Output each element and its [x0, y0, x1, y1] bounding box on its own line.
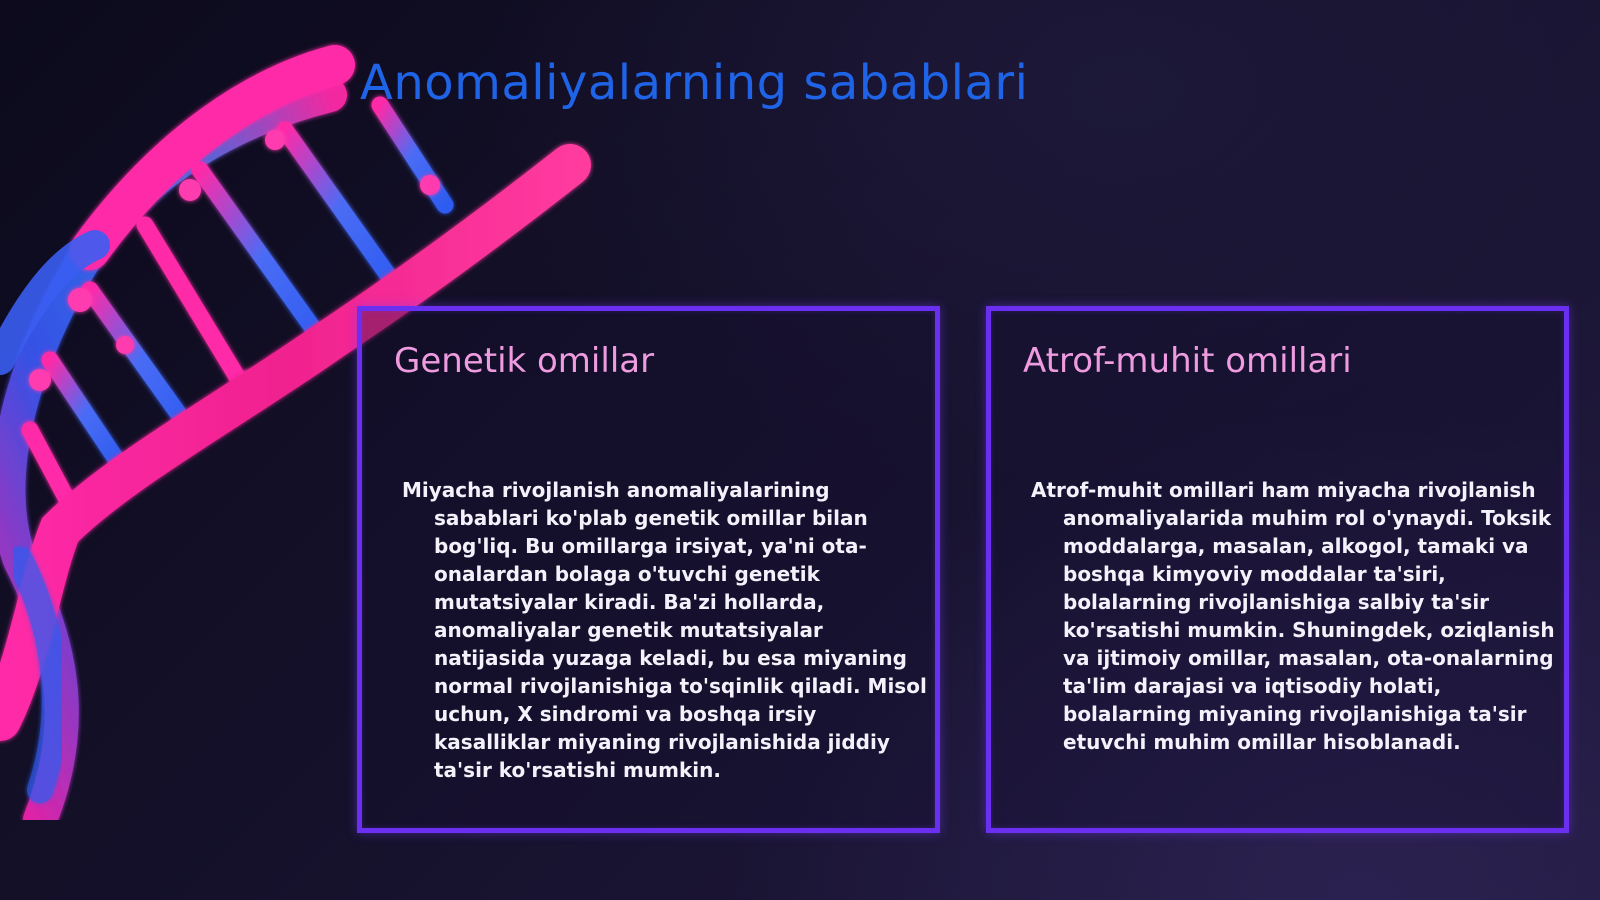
card-title: Atrof-muhit omillari	[1023, 341, 1352, 381]
card-title: Genetik omillar	[394, 341, 655, 381]
card-text: Miyacha rivojlanish anomaliyalarining sabablari ko'plab genetik omillar bilan bog'liq. Bu omillarga irsiyat, ya'ni ota-onalardan bolaga o'tuvchi genetik mutatsiyalar kiradi. Ba'zi hollarda, anomaliyalar genetik mutatsiyalar natijasida yuzaga keladi, bu esa miyaning normal rivojlanishiga to'sqinlik qiladi. Misol uchun, X sindromi va boshqa irsiy kasalliklar miyaning rivojlanishida jiddiy ta'sir ko'rsatishi mumkin.	[402, 478, 927, 782]
card-environmental-factors	[986, 306, 1569, 833]
slide-title: Anomaliyalarning sabablari	[360, 55, 1029, 111]
card-genetic-factors	[357, 306, 940, 833]
card-text: Atrof-muhit omillari ham miyacha rivojlanish anomaliyalarida muhim rol o'ynaydi. Toksik moddalarga, masalan, alkogol, tamaki va boshqa kimyoviy moddalar ta'siri, bolalarning rivojlanishiga salbiy ta'sir ko'rsatishi mumkin. Shuningdek, oziqlanish va ijtimoiy omillar, masalan, ota-onalarning ta'lim darajasi va iqtisodiy holati, bolalarning miyaning rivojlanishiga ta'sir etuvchi muhim omillar hisoblanadi.	[1031, 478, 1555, 754]
